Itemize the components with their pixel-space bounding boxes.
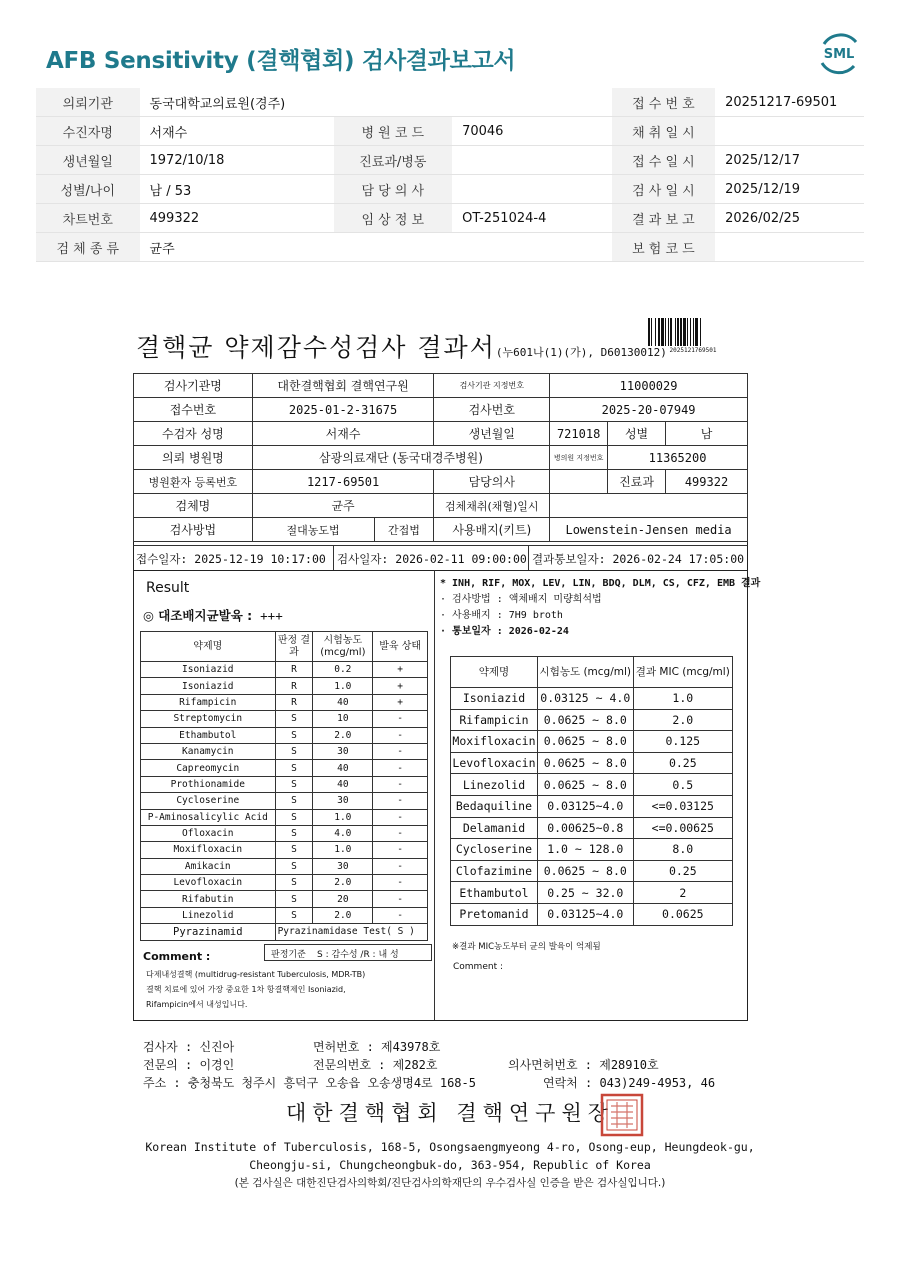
table-cell: Linezolid [451,774,538,796]
info-row [36,204,864,233]
table-cell: Amikacin [141,858,276,874]
method-value-2: 간접법 [374,518,434,542]
table-cell: - [373,907,428,923]
birth-label: 생년월일 [434,422,550,446]
info-label: 차트번호 [36,204,140,233]
table-header-row [451,657,733,688]
lab-no-value: 11000029 [550,374,748,398]
note-line: · 검사방법 : 액체배지 미량희석법 [440,594,602,605]
test-no-value: 2025-20-07949 [550,398,748,422]
table-row [141,924,428,940]
medium-label: 사용배지(키트) [434,518,550,542]
table-cell: 0.5 [633,774,732,796]
info-label: 검 체 종 류 [36,233,140,262]
comment-left-label: Comment : [143,950,211,963]
table-row [451,903,733,925]
info-label: 진료과/병동 [334,146,453,175]
table-cell: - [373,743,428,759]
info-value: 2025/12/17 [715,146,864,175]
table-cell: S [275,743,313,759]
barcode-icon [647,318,739,346]
table-row [141,727,428,743]
barcode-number: 2025121769501 [669,347,717,354]
table-row [141,858,428,874]
info-value: 2026/02/25 [715,204,864,233]
patient-info-table [36,88,864,262]
info-value: 70046 [452,117,612,146]
table-cell: <=0.00625 [633,817,732,839]
info-label: 수진자명 [36,117,140,146]
table-cell: S [275,711,313,727]
doctor-license: 의사면허번호 : 제28910호 [508,1058,659,1072]
table-cell: Streptomycin [141,711,276,727]
info-value [452,88,612,117]
dates-divider [333,546,334,570]
table-row [141,662,428,678]
info-value: 499322 [140,204,334,233]
info-value [452,146,612,175]
column-header: 결과 MIC (mcg/ml) [633,657,732,688]
hosp-no-value: 11365200 [608,446,748,470]
column-header: 판정 결과 [275,632,313,662]
info-value: 균주 [140,233,334,262]
lab-label: 검사기관명 [134,374,253,398]
info-label: 결 과 보 고 [612,204,715,233]
table-cell: Ofloxacin [141,825,276,841]
tested-date: 검사일자: 2026-02-11 09:00:00 [337,552,527,566]
table-row [141,678,428,694]
table-cell: S [275,891,313,907]
info-label: 생년월일 [36,146,140,175]
control-growth-value: +++ [260,608,283,623]
table-cell: 0.03125~4.0 [537,903,633,925]
column-header: 시험농도 (mcg/ml) [313,632,373,662]
table-row [451,752,733,774]
report-meta-table [133,373,748,542]
table-cell: 2 [633,882,732,904]
table-cell: S [275,907,313,923]
hosp-no-label: 병의원 지정번호 [550,446,608,470]
birth-value: 721018 [550,422,608,446]
table-cell: 0.0625 [633,903,732,925]
info-label: 채 취 일 시 [612,117,715,146]
table-cell: - [373,727,428,743]
table-cell: - [373,842,428,858]
table-cell: 8.0 [633,839,732,861]
info-row [36,88,864,117]
official-seal-icon [599,1092,645,1138]
info-label: 접 수 번 호 [612,88,715,117]
table-cell: 0.0625 ~ 8.0 [537,860,633,882]
table-cell: S [275,858,313,874]
mdr-line: 결핵 치료에 있어 가장 중요한 1차 항결핵제인 Isoniazid, [146,985,346,994]
table-cell: S [275,825,313,841]
table-cell: 0.2 [313,662,373,678]
table-cell: + [373,662,428,678]
liquid-method-notes [440,576,760,640]
table-cell: Moxifloxacin [451,731,538,753]
table-cell: 10 [313,711,373,727]
info-label: 접 수 일 시 [612,146,715,175]
table-row [141,793,428,809]
table-cell: + [373,694,428,710]
info-value: 동국대학교의료원(경주) [140,88,334,117]
table-cell: 0.0625 ~ 8.0 [537,752,633,774]
table-cell: Delamanid [451,817,538,839]
table-row [141,776,428,792]
dates-row [133,545,748,571]
doctor-value [550,470,608,494]
info-value [452,175,612,204]
table-cell: - [373,760,428,776]
criteria-value: S : 감수성 /R : 내 성 [317,950,399,960]
collect-label: 검체채취(채혈)일시 [434,494,550,518]
table-cell: 0.25 [633,860,732,882]
info-label: 임 상 정 보 [334,204,453,233]
table-cell: 0.125 [633,731,732,753]
received-date: 접수일자: 2025-12-19 10:17:00 [136,552,326,566]
table-cell: 4.0 [313,825,373,841]
lab-address: 주소 : 충청북도 청주시 흥덕구 오송읍 오송생명4로 168-5 [143,1076,476,1090]
patient-label: 수검자 성명 [134,422,253,446]
info-value: 20251217-69501 [715,88,864,117]
criteria-box [264,944,432,961]
table-cell: 1.0 [313,842,373,858]
table-row [141,842,428,858]
table-cell: Pretomanid [451,903,538,925]
notified-date: 결과통보일자: 2026-02-24 17:05:00 [532,552,745,566]
table-cell: Kanamycin [141,743,276,759]
table-cell: 2.0 [313,875,373,891]
table-cell: R [275,678,313,694]
table-cell: Clofazimine [451,860,538,882]
table-cell: 0.03125 ~ 4.0 [537,688,633,710]
dept-value: 499322 [666,470,748,494]
table-cell: 20 [313,891,373,907]
info-row [36,146,864,175]
note-line: * INH, RIF, MOX, LEV, LIN, BDQ, DLM, CS, CFZ, EMB 결과 [440,578,761,589]
table-cell: S [275,842,313,858]
table-cell: Moxifloxacin [141,842,276,858]
table-cell: Rifampicin [451,709,538,731]
dept-label: 진료과 [608,470,666,494]
table-row [141,907,428,923]
table-cell: 40 [313,776,373,792]
table-cell: Isoniazid [141,678,276,694]
specimen-label: 검체명 [134,494,253,518]
info-value: 서재수 [140,117,334,146]
table-cell: Prothionamide [141,776,276,792]
table-cell: Levofloxacin [451,752,538,774]
note-line: · 사용배지 : 7H9 broth [440,610,563,621]
table-cell: Cycloserine [451,839,538,861]
info-value [715,233,864,262]
table-cell: - [373,825,428,841]
table-row [141,711,428,727]
info-value [452,233,612,262]
institute-address [0,1138,900,1192]
table-row [451,774,733,796]
info-value: 2025/12/19 [715,175,864,204]
tester: 검사자 : 신진아 [143,1040,235,1054]
institute-name: 대한결핵협회 결핵연구원장 [285,1101,615,1125]
table-cell: 2.0 [313,727,373,743]
test-no-label: 검사번호 [434,398,550,422]
table-cell: 0.25 ~ 32.0 [537,882,633,904]
table-cell: + [373,678,428,694]
table-cell: 0.25 [633,752,732,774]
table-cell: Pyrazinamid [141,924,276,940]
receipt-value: 2025-01-2-31675 [252,398,434,422]
svg-text:SML: SML [823,47,855,62]
column-header: 발육 상태 [373,632,428,662]
table-cell: Ethambutol [141,727,276,743]
scanned-report [0,300,900,1200]
table-cell: 0.00625~0.8 [537,817,633,839]
table-row [451,731,733,753]
column-header: 약제명 [451,657,538,688]
table-row [451,795,733,817]
table-row [451,688,733,710]
table-cell: Linezolid [141,907,276,923]
table-row [141,694,428,710]
table-cell: 1.0 [313,809,373,825]
sex-label: 성별 [608,422,666,446]
note-line: · 통보일자 : 2026-02-24 [440,626,569,637]
comment-right-label: Comment : [453,962,503,972]
scan-title [136,328,667,364]
hospital-label: 의뢰 병원명 [134,446,253,470]
table-cell: R [275,662,313,678]
table-row [451,882,733,904]
address-en-line: Korean Institute of Tuberculosis, 168-5, Osongsaengmyeong 4-ro, Osong-eup, Heungdeok-gu, [145,1140,755,1154]
mic-note: ※결과 MIC농도부터 균의 발육이 억제됨 [452,942,601,952]
sml-logo-icon [816,30,862,76]
table-cell: 1.0 ~ 128.0 [537,839,633,861]
table-row [141,875,428,891]
address-en-line: Cheongju-si, Chungcheongbuk-do, 363-954, Republic of Korea [249,1158,651,1172]
table-cell: - [373,776,428,792]
mdr-comment [146,967,431,1012]
info-label: 병 원 코 드 [334,117,453,146]
table-cell: Cycloserine [141,793,276,809]
table-cell: S [275,776,313,792]
info-row [36,117,864,146]
table-row [451,709,733,731]
criteria-label: 판정기준 [271,950,306,960]
report-header-title: AFB Sensitivity (결핵협회) 검사결과보고서 [46,48,516,74]
table-cell: Capreomycin [141,760,276,776]
column-header: 약제명 [141,632,276,662]
table-cell: Pyrazinamidase Test( S ) [275,924,427,940]
table-cell: 1.0 [313,678,373,694]
lab-contact: 연락처 : 043)249-4953, 46 [543,1076,716,1090]
specimen-value: 균주 [252,494,434,518]
table-cell: Rifabutin [141,891,276,907]
tester-license: 면허번호 : 제43978호 [313,1040,441,1054]
info-label [334,233,453,262]
info-label: 의뢰기관 [36,88,140,117]
table-cell: - [373,711,428,727]
hospital-value: 삼광의료재단 (동국대경주병원) [252,446,549,470]
info-value: OT-251024-4 [452,204,612,233]
certification-note: (본 검사실은 대한진단검사의학회/진단검사의학재단의 우수검사실 인증을 받은 검사실입니다.) [234,1177,666,1189]
info-label: 성별/나이 [36,175,140,204]
table-cell: 0.0625 ~ 8.0 [537,731,633,753]
table-cell: Ethambutol [451,882,538,904]
table-cell: S [275,809,313,825]
info-row [36,233,864,262]
table-row [451,839,733,861]
table-row [141,743,428,759]
table-row [141,891,428,907]
scan-title-code: (누601나(1)(가), D60130012) [495,346,667,359]
reg-label: 병원환자 등록번호 [134,470,253,494]
table-cell: Rifampicin [141,694,276,710]
receipt-label: 접수번호 [134,398,253,422]
method-label: 검사방법 [134,518,253,542]
table-cell: S [275,793,313,809]
table-cell: 30 [313,793,373,809]
table-cell: 0.0625 ~ 8.0 [537,709,633,731]
mic-table [450,656,733,926]
collect-value [550,494,748,518]
doctor-label: 담당의사 [434,470,550,494]
info-row [36,175,864,204]
table-cell: S [275,760,313,776]
info-label: 담 당 의 사 [334,175,453,204]
table-cell: R [275,694,313,710]
table-row [451,860,733,882]
specialist-number: 전문의번호 : 제282호 [313,1058,438,1072]
table-header-row [141,632,428,662]
table-row [451,817,733,839]
patient-value: 서재수 [252,422,434,446]
result-title: Result [146,580,190,596]
table-cell: S [275,727,313,743]
table-row [141,809,428,825]
table-row [141,825,428,841]
medium-value: Lowenstein-Jensen media [550,518,748,542]
table-cell: Isoniazid [141,662,276,678]
table-cell: 2.0 [633,709,732,731]
table-cell: 2.0 [313,907,373,923]
lab-no-label: 검사기관 지정번호 [434,374,550,398]
info-value: 남 / 53 [140,175,334,204]
table-cell: <=0.03125 [633,795,732,817]
table-cell: Isoniazid [451,688,538,710]
table-cell: - [373,793,428,809]
dates-divider [528,546,529,570]
info-label: 보 험 코 드 [612,233,715,262]
table-cell: Levofloxacin [141,875,276,891]
control-growth [143,606,283,624]
table-cell: 40 [313,760,373,776]
table-cell: 0.03125~4.0 [537,795,633,817]
table-cell: 40 [313,694,373,710]
specialist: 전문의 : 이경인 [143,1058,235,1072]
table-cell: S [275,875,313,891]
reg-value: 1217-69501 [252,470,434,494]
table-cell: 0.0625 ~ 8.0 [537,774,633,796]
info-value: 1972/10/18 [140,146,334,175]
table-cell: 30 [313,743,373,759]
control-growth-label: ◎ 대조배지균발육 : [143,608,253,623]
result-divider [434,570,435,1020]
absolute-concentration-table [140,631,428,941]
table-cell: P-Aminosalicylic Acid [141,809,276,825]
scan-title-text: 결핵균 약제감수성검사 결과서 [136,333,496,362]
sex-value: 남 [666,422,748,446]
mdr-line: 다제내성결핵 (multidrug-resistant Tuberculosis, MDR-TB) [146,970,366,979]
mdr-line: Rifampicin에서 내성입니다. [146,1000,248,1009]
table-cell: - [373,858,428,874]
method-value-1: 절대농도법 [252,518,374,542]
table-cell: Bedaquiline [451,795,538,817]
table-row [141,760,428,776]
table-cell: - [373,809,428,825]
info-value [715,117,864,146]
info-label: 검 사 일 시 [612,175,715,204]
column-header: 시험농도 (mcg/ml) [537,657,633,688]
info-label [334,88,453,117]
lab-value: 대한결핵협회 결핵연구원 [252,374,434,398]
table-cell: 30 [313,858,373,874]
table-cell: 1.0 [633,688,732,710]
table-cell: - [373,891,428,907]
table-cell: - [373,875,428,891]
